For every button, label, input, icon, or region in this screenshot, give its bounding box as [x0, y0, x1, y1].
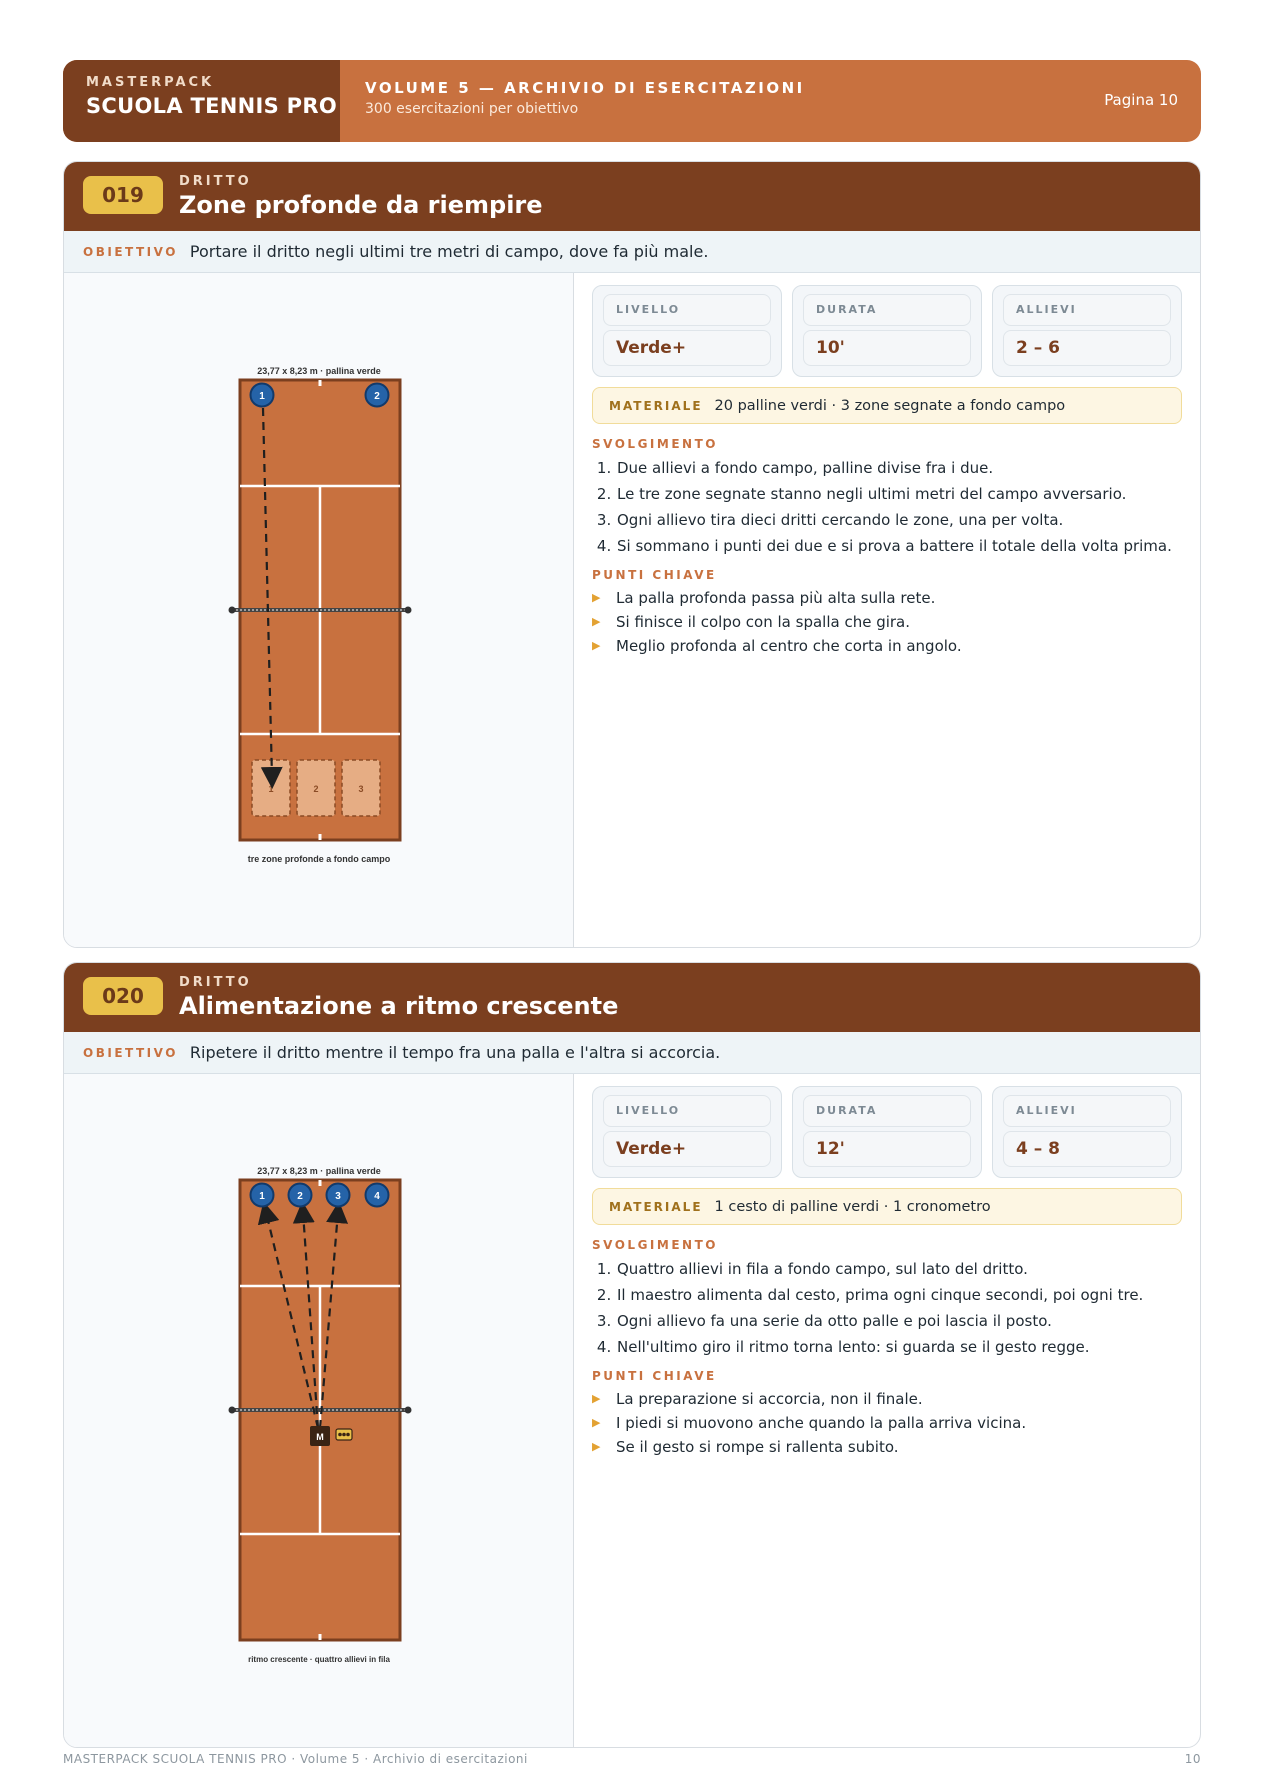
- player-label: 1: [259, 391, 265, 402]
- player-marker: [366, 384, 389, 407]
- target-zone: [342, 760, 380, 816]
- key-point-text: I piedi si muovono anche quando la palla arriva vicina.: [616, 1414, 1027, 1432]
- key-point-text: Meglio profonda al centro che corta in angolo.: [616, 637, 962, 655]
- drill-info: [574, 1074, 1200, 1747]
- key-point: [592, 610, 1182, 634]
- stat-value: Verde+: [603, 1131, 771, 1167]
- drill-header: [64, 162, 1200, 231]
- footer-page-number: 10: [1184, 1752, 1201, 1766]
- coach-label: M: [316, 1432, 324, 1442]
- key-point-text: Si finisce il colpo con la spalla che gira.: [616, 613, 911, 631]
- step-item: 1. Quattro allievi in fila a fondo campo, sul lato del dritto.: [616, 1256, 1182, 1282]
- brand-kicker: MASTERPACK: [86, 75, 215, 90]
- drill-number-badge: 020: [83, 977, 163, 1015]
- bullet-triangle-icon: ▶: [592, 639, 601, 652]
- volume-subtitle: 300 esercitazioni per obiettivo: [365, 101, 579, 117]
- coach-marker: [310, 1426, 330, 1446]
- court-svg: [64, 1074, 576, 1747]
- ball-basket-icon: [336, 1429, 352, 1440]
- court-diagram: [64, 273, 574, 947]
- step-item: 4. Si sommano i punti dei due e si prova a battere il totale della volta prima.: [616, 533, 1182, 559]
- bullet-triangle-icon: ▶: [592, 1416, 601, 1429]
- bullet-triangle-icon: ▶: [592, 1440, 601, 1453]
- key-point: [592, 1387, 1182, 1411]
- key-point-text: La palla profonda passa più alta sulla rete.: [616, 589, 936, 607]
- player-marker: [366, 1184, 389, 1207]
- target-zone: [252, 760, 290, 816]
- step-item: 2. Le tre zone segnate stanno negli ultimi metri del campo avversario.: [616, 481, 1182, 507]
- court-bottom-caption: ritmo crescente · quattro allievi in fila: [248, 1655, 390, 1664]
- player-label: 2: [297, 1191, 303, 1202]
- player-marker: [251, 1184, 274, 1207]
- court-top-caption: 23,77 x 8,23 m · pallina verde: [257, 1166, 381, 1176]
- player-label: 3: [335, 1191, 341, 1202]
- objective-label: OBIETTIVO: [83, 1045, 178, 1060]
- drill-info: [574, 273, 1200, 947]
- steps-list: [592, 455, 1182, 559]
- key-point: [592, 634, 1182, 658]
- objective-text: Ripetere il dritto mentre il tempo fra una palla e l'altra si accorcia.: [189, 1043, 721, 1062]
- stats-row: [592, 285, 1182, 377]
- stat-durata: [792, 285, 982, 377]
- stat-label: DURATA: [803, 294, 971, 326]
- court-diagram: [64, 1074, 574, 1747]
- court-svg: [64, 273, 576, 947]
- materiale-text: 1 cesto di palline verdi · 1 cronometro: [714, 1198, 991, 1215]
- stat-value: 4 – 8: [1003, 1131, 1171, 1167]
- stat-value: 12': [803, 1131, 971, 1167]
- page-number: Pagina 10: [1104, 91, 1178, 109]
- stat-label: LIVELLO: [603, 294, 771, 326]
- drill-body: [64, 273, 1200, 947]
- drill-number-badge: 019: [83, 176, 163, 214]
- stat-allievi: [992, 1086, 1182, 1178]
- objective-row: [64, 1032, 1200, 1074]
- player-label: 1: [259, 1191, 265, 1202]
- key-point-text: Se il gesto si rompe si rallenta subito.: [616, 1438, 899, 1456]
- stat-value: 2 – 6: [1003, 330, 1171, 366]
- zone-label: 3: [358, 784, 364, 794]
- volume-title: VOLUME 5 — ARCHIVIO DI ESERCITAZIONI: [365, 79, 805, 97]
- bullet-triangle-icon: ▶: [592, 615, 601, 628]
- volume-block: [340, 60, 1201, 142]
- key-point: [592, 1411, 1182, 1435]
- objective-label: OBIETTIVO: [83, 244, 178, 259]
- drill-category: DRITTO: [179, 975, 252, 990]
- bullet-triangle-icon: ▶: [592, 591, 601, 604]
- net-post-left: [229, 607, 236, 614]
- section-heading-punti-chiave: PUNTI CHIAVE: [592, 568, 717, 582]
- materiale-text: 20 palline verdi · 3 zone segnate a fondo campo: [714, 397, 1066, 414]
- drill-title: Alimentazione a ritmo crescente: [179, 992, 619, 1020]
- drill-card: [63, 962, 1201, 1748]
- drill-card: [63, 161, 1201, 948]
- section-heading-punti-chiave: PUNTI CHIAVE: [592, 1369, 717, 1383]
- stat-value: 10': [803, 330, 971, 366]
- stat-allievi: [992, 285, 1182, 377]
- player-label: 4: [374, 1191, 380, 1202]
- net-post-left: [229, 1407, 236, 1414]
- key-points-list: [592, 586, 1182, 658]
- objective-row: [64, 231, 1200, 273]
- section-heading-svolgimento: SVOLGIMENTO: [592, 437, 718, 451]
- step-item: 3. Ogni allievo fa una serie da otto palle e poi lascia il posto.: [616, 1308, 1182, 1334]
- stat-livello: [592, 285, 782, 377]
- stat-label: ALLIEVI: [1003, 294, 1171, 326]
- stat-label: ALLIEVI: [1003, 1095, 1171, 1127]
- court-top-caption: 23,77 x 8,23 m · pallina verde: [257, 366, 381, 376]
- stat-livello: [592, 1086, 782, 1178]
- step-item: 4. Nell'ultimo giro il ritmo torna lento: si guarda se il gesto regge.: [616, 1334, 1182, 1360]
- player-label: 2: [374, 391, 380, 402]
- key-point: [592, 586, 1182, 610]
- net-post-right: [405, 607, 412, 614]
- stats-row: [592, 1086, 1182, 1178]
- key-point: [592, 1435, 1182, 1459]
- step-item: 3. Ogni allievo tira dieci dritti cercando le zone, una per volta.: [616, 507, 1182, 533]
- materiale-box: [592, 1188, 1182, 1225]
- brand-block: [63, 60, 340, 142]
- court-bottom-caption: tre zone profonde a fondo campo: [247, 854, 391, 864]
- bullet-triangle-icon: ▶: [592, 1392, 601, 1405]
- zone-label: 1: [268, 784, 274, 794]
- player-marker: [327, 1184, 350, 1207]
- footer-text: MASTERPACK SCUOLA TENNIS PRO · Volume 5 · Archivio di esercitazioni: [63, 1752, 528, 1766]
- materiale-label: MATERIALE: [609, 1199, 703, 1214]
- stat-value: Verde+: [603, 330, 771, 366]
- stat-label: DURATA: [803, 1095, 971, 1127]
- drill-title: Zone profonde da riempire: [179, 191, 543, 219]
- step-item: 2. Il maestro alimenta dal cesto, prima ogni cinque secondi, poi ogni tre.: [616, 1282, 1182, 1308]
- player-marker: [289, 1184, 312, 1207]
- materiale-box: [592, 387, 1182, 424]
- step-item: 1. Due allievi a fondo campo, palline divise fra i due.: [616, 455, 1182, 481]
- drill-body: [64, 1074, 1200, 1747]
- net-post-right: [405, 1407, 412, 1414]
- brand-name: SCUOLA TENNIS PRO: [86, 94, 337, 118]
- drill-header: [64, 963, 1200, 1032]
- materiale-label: MATERIALE: [609, 398, 703, 413]
- target-zone: [297, 760, 335, 816]
- key-point-text: La preparazione si accorcia, non il finale.: [616, 1390, 923, 1408]
- stat-durata: [792, 1086, 982, 1178]
- steps-list: [592, 1256, 1182, 1360]
- player-marker: [251, 384, 274, 407]
- zone-label: 2: [313, 784, 319, 794]
- key-points-list: [592, 1387, 1182, 1459]
- page-header: [63, 60, 1201, 142]
- objective-text: Portare il dritto negli ultimi tre metri di campo, dove fa più male.: [189, 242, 709, 261]
- drill-category: DRITTO: [179, 174, 252, 189]
- page-footer: [63, 1752, 1201, 1766]
- section-heading-svolgimento: SVOLGIMENTO: [592, 1238, 718, 1252]
- stat-label: LIVELLO: [603, 1095, 771, 1127]
